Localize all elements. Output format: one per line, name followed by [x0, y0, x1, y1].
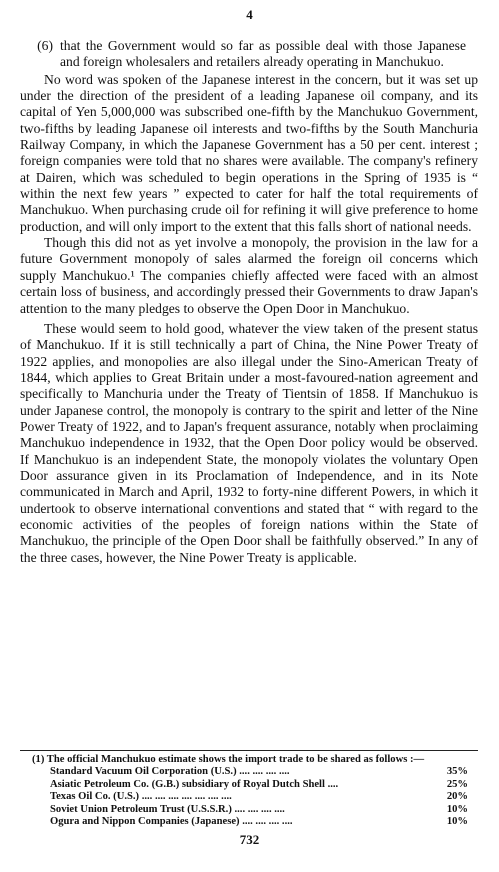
footnote-divider — [20, 750, 478, 751]
footnote-row-company: Ogura and Nippon Companies (Japanese) .... .... .... .... — [50, 816, 293, 828]
footnote-row — [20, 804, 478, 816]
paragraph-refinery: No word was spoken of the Japanese interest in the concern, but it was set up under the direction of the president of a leading Japanese oil company, and its capital of Yen 5,000,000 was subscribed one-fifth by the Manchukuo Government, two-fifths by leading Japanese oil interests and two-fifths by the South Manchuria Railway Company, in which the Japanese Government has a 50 per cent. interest ; foreign companies were told that no shares were available. The company's refinery at Dairen, which was scheduled to begin operations in the Spring of 1935 is “ within the next few years ” expected to cater for half the total requirements of Manchukuo. When purchasing crude oil for refining it will give preference to home production, and will only import to the extent that this falls short of national needs. — [20, 71, 478, 234]
footnote-row-share: 10% — [446, 803, 468, 815]
list-item-number: (6) — [37, 38, 53, 53]
page-number-bottom: 732 — [239, 832, 260, 847]
footnote-row — [20, 779, 478, 791]
paragraph-monopoly: Though this did not as yet involve a monopoly, the provision in the law for a future Government monopoly of sales alarmed the foreign oil concerns which supply Manchukuo.¹ The companies chiefly affected were faced with an almost certain loss of business, and accordingly pressed their Governments to draw Japan's attention to the many pledges to observe the Open Door in Manchukuo. — [20, 235, 478, 316]
footnote-row — [20, 816, 478, 828]
footnote-row-share: 35% — [446, 766, 468, 778]
footnote — [20, 754, 478, 828]
footnote-row-company: Standard Vacuum Oil Corporation (U.S.) .... .... .... .... — [50, 766, 290, 778]
footnote-intro: (1) The official Manchukuo estimate shows the import trade to be shared as follows :— — [32, 754, 425, 765]
footnote-row — [20, 766, 478, 778]
footnote-row-share: 20% — [446, 791, 468, 803]
footnote-row-company: Soviet Union Petroleum Trust (U.S.S.R.) .... .... .... .... — [50, 803, 285, 815]
footnote-row-company: Texas Oil Co. (U.S.) .... .... .... .... .... .... .... — [50, 791, 232, 803]
body-text — [20, 38, 478, 566]
footnote-row-share: 10% — [446, 816, 468, 828]
footnote-row-company: Asiatic Petroleum Co. (G.B.) subsidiary of Royal Dutch Shell .... — [50, 778, 339, 790]
paragraph-open-door: These would seem to hold good, whatever the view taken of the present status of Manchukuo. If it is still technically a part of China, the Nine Power Treaty of 1922 applies, and monopolies are also illegal under the Sino-American Treaty of 1844, which applies to Great Britain under a most-favoured-nation agreement and specifically to Manchuria under the Treaty of Tientsin of 1858. If Manchukuo is under Japanese control, the monopoly is contrary to the spirit and letter of the Nine Power Treaty of 1922, and to Japan's frequent assurance, notably when proclaiming Manchukuo independence in 1932, that the Open Door policy would be observed. If Manchukuo is an independent State, the monopoly violates the voluntary Open Door assurance given in its Proclamation of Independence, and in its Note communicated in March and April, 1932 to forty-nine different Powers, in which it undertook to observe international conventions and stated that “ with regard to the economic activities of the peoples of foreign nations within the State of Manchukuo, the principle of the Open Door shall be faithfully observed.” In any of the three cases, however, the Nine Power Treaty is applicable. — [20, 320, 478, 565]
footnote-row-share: 25% — [446, 778, 468, 790]
list-item-text: that the Government would so far as possible deal with those Japanese and foreign wholesalers and retailers already operating in Manchukuo. — [60, 38, 466, 70]
page-number-top: 4 — [246, 7, 253, 22]
list-item-6 — [20, 38, 478, 71]
footnote-row — [20, 791, 478, 803]
